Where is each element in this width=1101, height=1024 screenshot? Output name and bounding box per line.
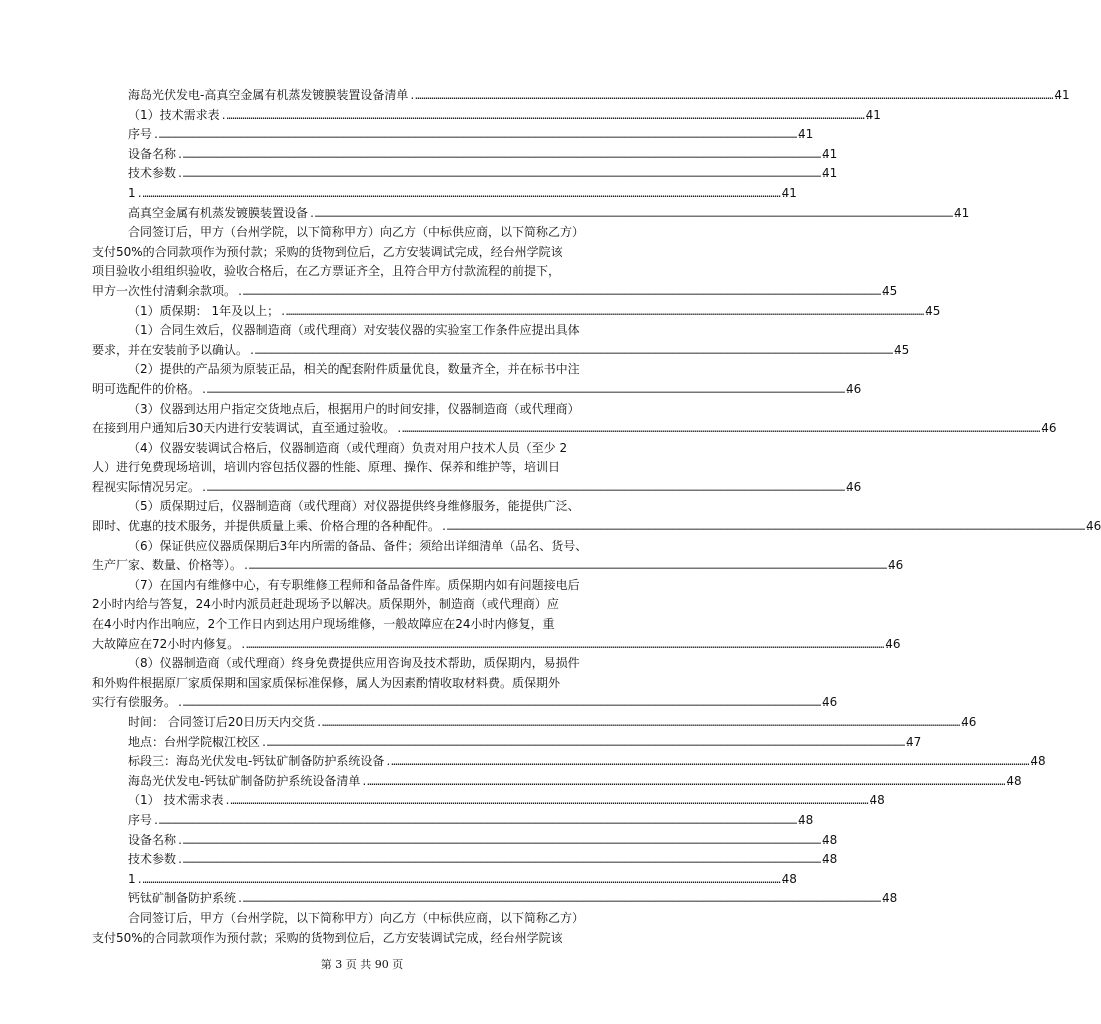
toc-entry-text: 标段三：海岛光伏发电-钙钛矿制备防护系统设备 [128,754,385,769]
toc-page-number: 45 [882,283,898,298]
dot-leader [178,693,820,713]
toc-entry-text: （6）保证供应仪器质保期后3年内所需的备品、备件；须给出详细清单（品名、货号、 [128,538,588,553]
toc-entry-text: 地点：台州学院椒江校区 [128,734,261,749]
toc-page-number: 46 [846,381,862,396]
toc-entry[interactable] [110,772,1022,792]
toc-entry-text: 海岛光伏发电-钙钛矿制备防护系统设备清单 [128,773,361,788]
dot-leader [310,204,952,224]
toc-entry-text: 钙钛矿制备防护系统 [128,891,237,906]
dot-leader [238,282,880,302]
toc-page-number: 48 [781,871,797,886]
toc-page-number: 48 [1030,754,1046,769]
toc-entry-text: 明可选配件的价格。 [92,381,201,396]
toc-entry[interactable] [92,360,862,399]
toc-page-number: 48 [869,793,885,808]
toc-entry[interactable] [92,537,904,576]
toc-entry-text: 合同签订后，甲方（台州学院，以下简称甲方）向乙方（中标供应商，以下简称乙方） [128,225,585,240]
dot-leader [442,517,1084,537]
toc-entry[interactable] [110,302,941,322]
toc-entry[interactable] [92,439,862,498]
dot-leader [250,341,892,361]
toc-entry[interactable] [92,321,910,360]
toc-page-number: 41 [865,107,881,122]
dot-leader [178,850,820,870]
page-footer: 第 3 页 共 90 页 [320,958,404,971]
toc-entry[interactable] [92,654,838,713]
toc-entry[interactable] [110,811,814,831]
toc-entry-text: 实行有偿服务。 [92,695,177,710]
toc-page-number: 48 [798,812,814,827]
toc-page-number: 48 [822,852,838,867]
toc-page-number: 41 [822,166,838,181]
toc-entry-text: （4）仪器安装调试合格后，仪器制造商（或代理商）负责对用户技术人员（至少 2 [128,440,568,455]
toc-entry[interactable] [110,164,838,184]
toc-entry-text: （2）提供的产品须为原装正品，相关的配套附件质量优良，数量齐全，并在标书中注 [128,362,580,377]
toc-page-number: 46 [846,479,862,494]
dot-leader [281,302,923,322]
toc-entry-text: 技术参数 [128,852,177,867]
toc-entry-text: 设备名称 [128,832,177,847]
toc-entry-text: （3）仪器到达用户指定交货地点后，根据用户的时间安排，仪器制造商（或代理商） [128,401,580,416]
toc-entry[interactable] [92,497,1101,536]
toc-page-number: 47 [906,734,922,749]
toc-entry-text: 序号 [128,127,153,142]
toc-entry[interactable] [110,204,970,224]
toc-entry[interactable] [110,791,885,811]
dot-leader [225,791,867,811]
toc-entry[interactable] [110,86,1070,106]
toc-entry-text: 高真空金属有机蒸发镀膜装置设备 [128,205,309,220]
dot-leader [241,635,883,655]
toc-entry-text: 要求，并在安装前予以确认。 [92,342,249,357]
toc-entry[interactable] [110,889,898,909]
toc-entry-text: 时间： 合同签订后20日历天内交货 [128,715,316,729]
toc-entry-text: 程视实际情况另定。 [92,479,201,494]
dot-leader [178,145,820,165]
dot-leader [386,752,1028,772]
toc-page-number: 46 [961,715,977,729]
toc-entry[interactable] [110,752,1046,772]
toc-page-number: 41 [1054,88,1070,102]
toc-entry-text: 在接到用户通知后30天内进行安装调试，直至通过验收。 [92,421,396,436]
toc-page-number: 41 [954,205,970,220]
toc-entry-text: 支付50%的合同款项作为预付款；采购的货物到位后，乙方安装调试完成，经台州学院该 [92,244,563,259]
toc-entry[interactable] [92,223,898,301]
toc-entry-text: 和外购件根据原厂家质保期和国家质保标准保修，属人为因素酌情收取材料费。质保期外 [92,675,561,690]
toc-page-number: 46 [885,636,901,651]
dot-leader [222,106,864,126]
dot-leader [154,125,796,145]
toc-entry-text: 1 [128,871,136,886]
toc-entry-text: 支付50%的合同款项作为预付款；采购的货物到位后，乙方安装调试完成，经台州学院该 [92,930,563,945]
toc-entry-text: （8）仪器制造商（或代理商）终身免费提供应用咨询及技术帮助，质保期内，易损件 [128,656,580,671]
toc-page-number: 48 [822,832,838,847]
toc-page-number: 45 [925,303,941,318]
toc-entry[interactable] [110,145,838,165]
toc-entry-text: 序号 [128,812,153,827]
dot-leader [178,831,820,851]
toc-entry-text: 海岛光伏发电-高真空金属有机蒸发镀膜装置设备清单 [128,88,409,102]
toc-entry-text: （1）合同生效后，仪器制造商（或代理商）对安装仪器的实验室工作条件应提出具体 [128,323,580,338]
toc-entry-text: （7）在国内有维修中心，有专职维修工程师和备品备件库。质保期内如有问题接电后 [128,577,580,592]
toc-page-number: 48 [882,891,898,906]
dot-leader [202,380,844,400]
toc-entry[interactable] [110,870,797,890]
dot-leader [397,419,1039,439]
toc-page-number: 41 [798,127,814,142]
dot-leader [138,870,780,890]
dot-leader [138,184,780,204]
toc-entry-text: 技术参数 [128,166,177,181]
toc-entry[interactable] [110,106,881,126]
dot-leader [262,733,904,753]
toc-entry-text: 即时、优惠的技术服务，并提供质量上乘、价格合理的各种配件。 [92,519,441,534]
toc-entry-text: （1）质保期： 1年及以上； [128,303,280,318]
toc-entry[interactable] [92,909,614,948]
dot-leader [202,478,844,498]
toc-page-number: 46 [822,695,838,710]
toc-entry-text: 甲方一次性付清剩余款项。 [92,283,237,298]
toc-page-number: 46 [1086,519,1101,534]
toc-entry[interactable] [92,400,1057,439]
toc-entry-text: 1 [128,185,136,200]
dot-leader [410,86,1052,106]
toc-entry-text: （5）质保期过后，仪器制造商（或代理商）对仪器提供终身维修服务，能提供广泛、 [128,499,580,514]
toc-entry-text: 合同签订后，甲方（台州学院，以下简称甲方）向乙方（中标供应商，以下简称乙方） [128,910,585,925]
toc-entry[interactable] [110,713,977,733]
toc-entry-text: 2小时内给与答复，24小时内派员赶赴现场予以解决。质保期外，制造商（或代理商）应 [92,597,559,612]
toc-entry[interactable] [110,850,838,870]
toc-entry[interactable] [110,125,814,145]
toc-entry[interactable] [110,733,922,753]
dot-leader [244,556,886,576]
toc-entry-text: 在4小时内作出响应，2个工作日内到达用户现场维修，一般故障应在24小时内修复，重 [92,617,555,632]
dot-leader [362,772,1004,792]
toc-entry-text: 人）进行免费现场培训，培训内容包括仪器的性能、原理、操作、保养和维护等，培训日 [92,460,561,475]
toc-entry-text: 设备名称 [128,146,177,161]
toc-entry[interactable] [92,576,901,654]
toc-page-number: 46 [1041,421,1057,436]
toc-page-number: 46 [888,558,904,573]
toc-entry-text: 生产厂家、数量、价格等）。 [92,558,243,573]
table-of-contents [92,86,1101,948]
toc-entry-text: 大故障应在72小时内修复。 [92,636,240,651]
dot-leader [154,811,796,831]
toc-page-number: 45 [894,342,910,357]
dot-leader [178,164,820,184]
toc-page-number: 41 [822,146,838,161]
toc-entry-text: 项目验收小组组织验收，验收合格后，在乙方票证齐全，且符合甲方付款流程的前提下， [92,264,561,279]
dot-leader [317,713,959,733]
toc-page-number: 41 [781,185,797,200]
toc-entry[interactable] [110,184,797,204]
dot-leader [238,889,880,909]
toc-entry[interactable] [110,831,838,851]
toc-entry-text: （1）技术需求表 [128,107,220,122]
toc-entry-text: （1） 技术需求表 [128,793,224,808]
toc-page-number: 48 [1006,773,1022,788]
